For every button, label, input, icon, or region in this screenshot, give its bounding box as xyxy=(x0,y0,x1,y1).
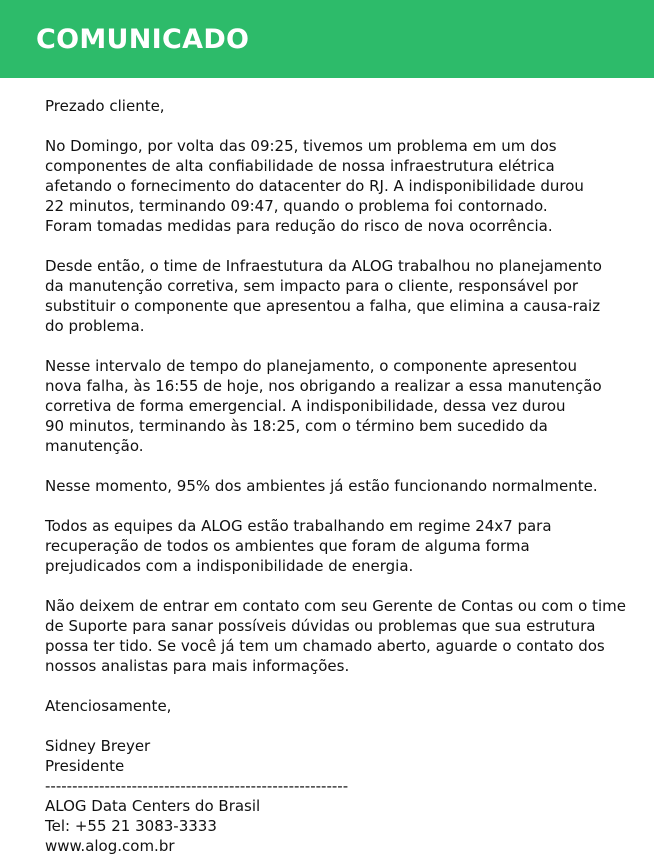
paragraph-planning xyxy=(45,256,645,336)
closing xyxy=(45,696,645,716)
paragraph-incident xyxy=(45,136,645,236)
paragraph-line: Foram tomadas medidas para redução do risco de nova ocorrência. xyxy=(45,217,553,235)
paragraph-line: componentes de alta confiabilidade de nossa infraestrutura elétrica xyxy=(45,157,555,175)
paragraph-line: do problema. xyxy=(45,317,145,335)
letter-body xyxy=(45,96,645,856)
paragraph-status xyxy=(45,476,645,496)
header-banner xyxy=(0,0,654,78)
paragraph-line: afetando o fornecimento do datacenter do RJ. A indisponibilidade durou xyxy=(45,177,584,195)
paragraph-line: Nesse momento, 95% dos ambientes já estão funcionando normalmente. xyxy=(45,477,598,495)
closing-line: Atenciosamente, xyxy=(45,697,172,715)
header-title: COMUNICADO xyxy=(36,24,250,55)
greeting xyxy=(45,96,645,116)
signature-block xyxy=(45,736,645,856)
paragraph-new-failure xyxy=(45,356,645,456)
paragraph-line: Desde então, o time de Infraestutura da ALOG trabalhou no planejamento xyxy=(45,257,602,275)
paragraph-line: recuperação de todos os ambientes que foram de alguma forma xyxy=(45,537,530,555)
company-website: www.alog.com.br xyxy=(45,837,175,855)
paragraph-line: 22 minutos, terminando 09:47, quando o problema foi contornado. xyxy=(45,197,548,215)
paragraph-line: nova falha, às 16:55 de hoje, nos obrigando a realizar a essa manutenção xyxy=(45,377,602,395)
paragraph-line: Nesse intervalo de tempo do planejamento, o componente apresentou xyxy=(45,357,577,375)
paragraph-line: corretiva de forma emergencial. A indisponibilidade, dessa vez durou xyxy=(45,397,566,415)
signer-name: Sidney Breyer xyxy=(45,737,151,755)
paragraph-line: substituir o componente que apresentou a falha, que elimina a causa-raiz xyxy=(45,297,601,315)
paragraph-teams xyxy=(45,516,645,576)
paragraph-contact xyxy=(45,596,645,676)
company-phone: Tel: +55 21 3083-3333 xyxy=(45,817,217,835)
paragraph-line: da manutenção corretiva, sem impacto para o cliente, responsável por xyxy=(45,277,579,295)
signer-title: Presidente xyxy=(45,757,125,775)
paragraph-line: Todos as equipes da ALOG estão trabalhando em regime 24x7 para xyxy=(45,517,552,535)
paragraph-line: de Suporte para sanar possíveis dúvidas ou problemas que sua estrutura xyxy=(45,617,596,635)
paragraph-line: nossos analistas para mais informações. xyxy=(45,657,350,675)
paragraph-line: manutenção. xyxy=(45,437,144,455)
signature-divider: -------------------------------------------------------- xyxy=(45,777,349,795)
paragraph-line: prejudicados com a indisponibilidade de energia. xyxy=(45,557,414,575)
paragraph-line: possa ter tido. Se você já tem um chamado aberto, aguarde o contato dos xyxy=(45,637,605,655)
greeting-line: Prezado cliente, xyxy=(45,97,165,115)
paragraph-line: Não deixem de entrar em contato com seu Gerente de Contas ou com o time xyxy=(45,597,627,615)
company-name: ALOG Data Centers do Brasil xyxy=(45,797,261,815)
paragraph-line: 90 minutos, terminando às 18:25, com o término bem sucedido da xyxy=(45,417,548,435)
paragraph-line: No Domingo, por volta das 09:25, tivemos um problema em um dos xyxy=(45,137,557,155)
